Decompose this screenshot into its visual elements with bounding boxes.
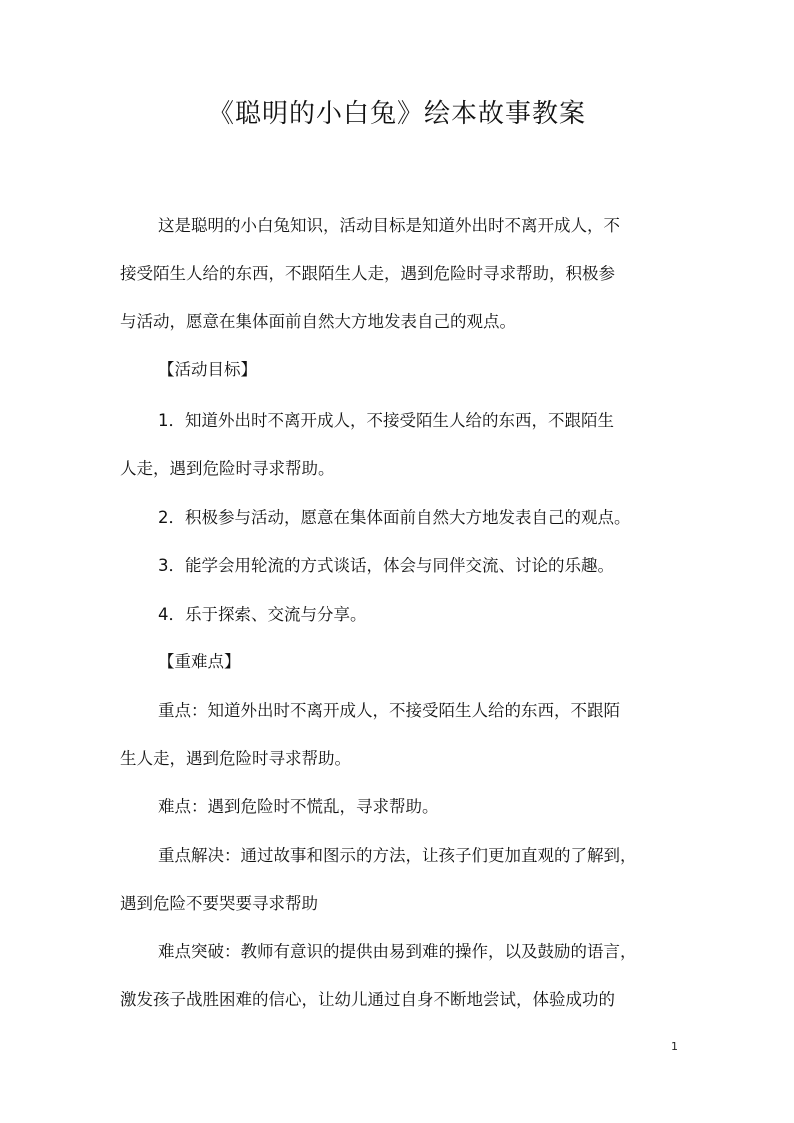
list-item: 1．知道外出时不离开成人，不接受陌生人给的东西，不跟陌生 xyxy=(158,411,614,430)
paragraph-line: 生人走，遇到危险时寻求帮助。 xyxy=(120,749,351,768)
list-item: 3．能学会用轮流的方式谈话，体会与同伴交流、讨论的乐趣。 xyxy=(158,556,614,575)
paragraph-line: 难点：遇到危险时不慌乱，寻求帮助。 xyxy=(158,797,439,816)
section-heading: 【活动目标】 xyxy=(158,360,257,379)
section-heading: 【重难点】 xyxy=(158,652,241,671)
paragraph-line: 接受陌生人给的东西，不跟陌生人走，遇到危险时寻求帮助，积极参 xyxy=(120,264,615,283)
paragraph-line: 重点解决：通过故事和图示的方法，让孩子们更加直观的了解到， xyxy=(158,846,637,865)
paragraph-line: 重点：知道外出时不离开成人，不接受陌生人给的东西，不跟陌 xyxy=(158,701,620,720)
paragraph-line: 遇到危险不要哭要寻求帮助 xyxy=(120,894,318,913)
paragraph-line: 激发孩子战胜困难的信心，让幼儿通过自身不断地尝试，体验成功的 xyxy=(120,990,615,1009)
paragraph-line: 与活动，愿意在集体面前自然大方地发表自己的观点。 xyxy=(120,312,516,331)
document-title: 《聪明的小白兔》绘本故事教案 xyxy=(207,99,586,129)
list-item-continued: 人走，遇到危险时寻求帮助。 xyxy=(120,459,335,478)
list-item: 2．积极参与活动，愿意在集体面前自然大方地发表自己的观点。 xyxy=(158,508,631,527)
list-item: 4．乐于探索、交流与分享。 xyxy=(158,605,367,624)
paragraph-line: 难点突破：教师有意识的提供由易到难的操作，以及鼓励的语言， xyxy=(158,942,637,961)
page-number: 1 xyxy=(671,1040,678,1053)
paragraph-line: 这是聪明的小白兔知识，活动目标是知道外出时不离开成人，不 xyxy=(158,216,620,235)
